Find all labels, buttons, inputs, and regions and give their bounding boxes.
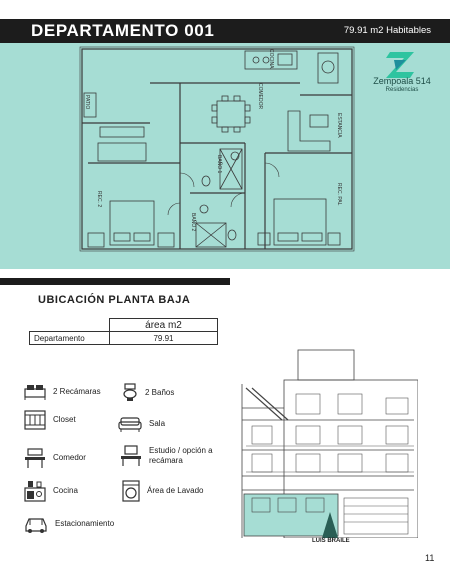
area-row-label: Departamento — [30, 332, 110, 345]
label-cocina: COCINA — [268, 49, 274, 69]
amenity-label: 2 Baños — [145, 387, 175, 397]
desk-icon — [120, 445, 142, 467]
amenity-sala — [118, 416, 165, 432]
habitable-area: 79.91 m2 Habitables — [343, 25, 431, 36]
bed-icon — [24, 383, 46, 400]
amenity-label: Cocina — [53, 486, 78, 495]
car-icon — [24, 514, 48, 534]
dining-icon — [24, 447, 46, 469]
area-table-header: área m2 — [110, 319, 218, 332]
brand-name: Zempoala 514 — [373, 76, 431, 86]
label-bano-1: BAÑO 1 — [216, 155, 222, 174]
amenity-label: Estudio / opción a recámara — [149, 446, 213, 465]
amenity-recamaras — [24, 383, 101, 400]
toilet-icon — [122, 383, 138, 402]
amenity-cocina — [24, 480, 78, 502]
street-name: LUIS BRAILE — [312, 538, 350, 544]
table-row — [30, 332, 218, 345]
amenity-label: Área de Lavado — [147, 486, 204, 495]
area-row-value: 79.91 — [110, 332, 218, 345]
label-rec-pal: REC. PAL — [336, 183, 342, 206]
label-estancia: ESTANCIA — [336, 113, 342, 138]
amenity-banos — [122, 383, 174, 402]
amenity-comedor — [24, 447, 86, 469]
sofa-icon — [118, 416, 142, 432]
amenity-closet — [24, 410, 76, 430]
brand-subtitle: Residencias — [385, 87, 419, 93]
closet-icon — [24, 410, 46, 430]
page-title: DEPARTAMENTO 001 — [31, 21, 215, 40]
label-patio: PATIO — [84, 95, 90, 110]
amenity-label: 2 Recámaras — [53, 386, 101, 396]
amenity-label: Sala — [149, 419, 166, 428]
location-title: UBICACIÓN PLANTA BAJA — [38, 294, 191, 306]
amenity-lavado — [122, 480, 204, 502]
page-number: 11 — [425, 553, 435, 563]
amenity-label: Comedor — [53, 453, 86, 462]
building-elevation — [238, 348, 418, 538]
washer-icon — [122, 480, 140, 502]
label-comedor: COMEDOR — [257, 83, 263, 110]
label-bano-2: BAÑO 2 — [190, 213, 196, 232]
amenity-label: Closet — [53, 415, 76, 424]
area-table — [29, 318, 218, 345]
header-bar — [0, 19, 450, 43]
amenity-estacionamiento — [24, 514, 114, 534]
section-divider — [0, 278, 230, 285]
label-rec-2: REC. 2 — [96, 191, 102, 208]
kitchen-icon — [24, 480, 46, 502]
amenity-label: Estacionamiento — [55, 519, 115, 528]
amenity-estudio — [120, 445, 230, 467]
